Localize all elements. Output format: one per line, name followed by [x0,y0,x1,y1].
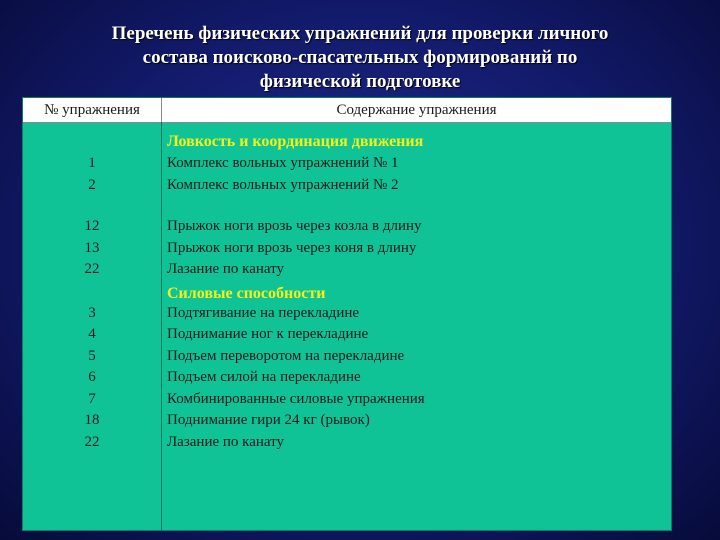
column-divider [161,122,162,530]
exercise-number: 13 [84,240,100,256]
exercise-item: Комплекс вольных упражнений № 2 [167,177,399,193]
section-heading-agility: Ловкость и координация движения [167,133,424,150]
title-line-2: состава поисково-спасательных формирований по [142,47,578,68]
exercise-number: 5 [88,348,96,364]
header-exercise-content: Содержание упражнения [336,102,497,118]
exercise-item: Лазание по канату [167,261,285,277]
exercise-item: Прыжок ноги врозь через коня в длину [167,240,417,256]
exercise-number: 22 [84,261,100,277]
exercise-number: 12 [84,218,100,234]
title-line-1: Перечень физических упражнений для проверки личного [111,23,609,44]
exercise-number: 1 [88,155,96,171]
exercise-table [22,97,672,531]
exercise-item: Подтягивание на перекладине [167,305,360,321]
exercise-item: Комбинированные силовые упражнения [167,391,425,407]
exercise-item: Лазание по канату [167,434,285,450]
exercise-item: Поднимание ног к перекладине [167,326,369,342]
exercise-item: Подъем силой на перекладине [167,369,361,385]
exercise-number: 2 [88,177,96,193]
header-exercise-number: № упражнения [23,98,162,122]
exercise-number: 18 [84,412,100,428]
table-header-row [23,98,671,123]
title-line-3: физической подготовке [259,71,461,92]
exercise-number: 3 [88,305,96,321]
exercise-item: Комплекс вольных упражнений № 1 [167,155,399,171]
exercise-number: 6 [88,369,96,385]
exercise-number: 22 [84,434,100,450]
section-heading-strength: Силовые способности [167,285,326,302]
exercise-number: 4 [88,326,96,342]
page-title [20,22,700,94]
exercise-number: 7 [88,391,96,407]
exercise-item: Поднимание гири 24 кг (рывок) [167,412,370,428]
exercise-item: Подъем переворотом на перекладине [167,348,405,364]
exercise-item: Прыжок ноги врозь через козла в длину [167,218,422,234]
